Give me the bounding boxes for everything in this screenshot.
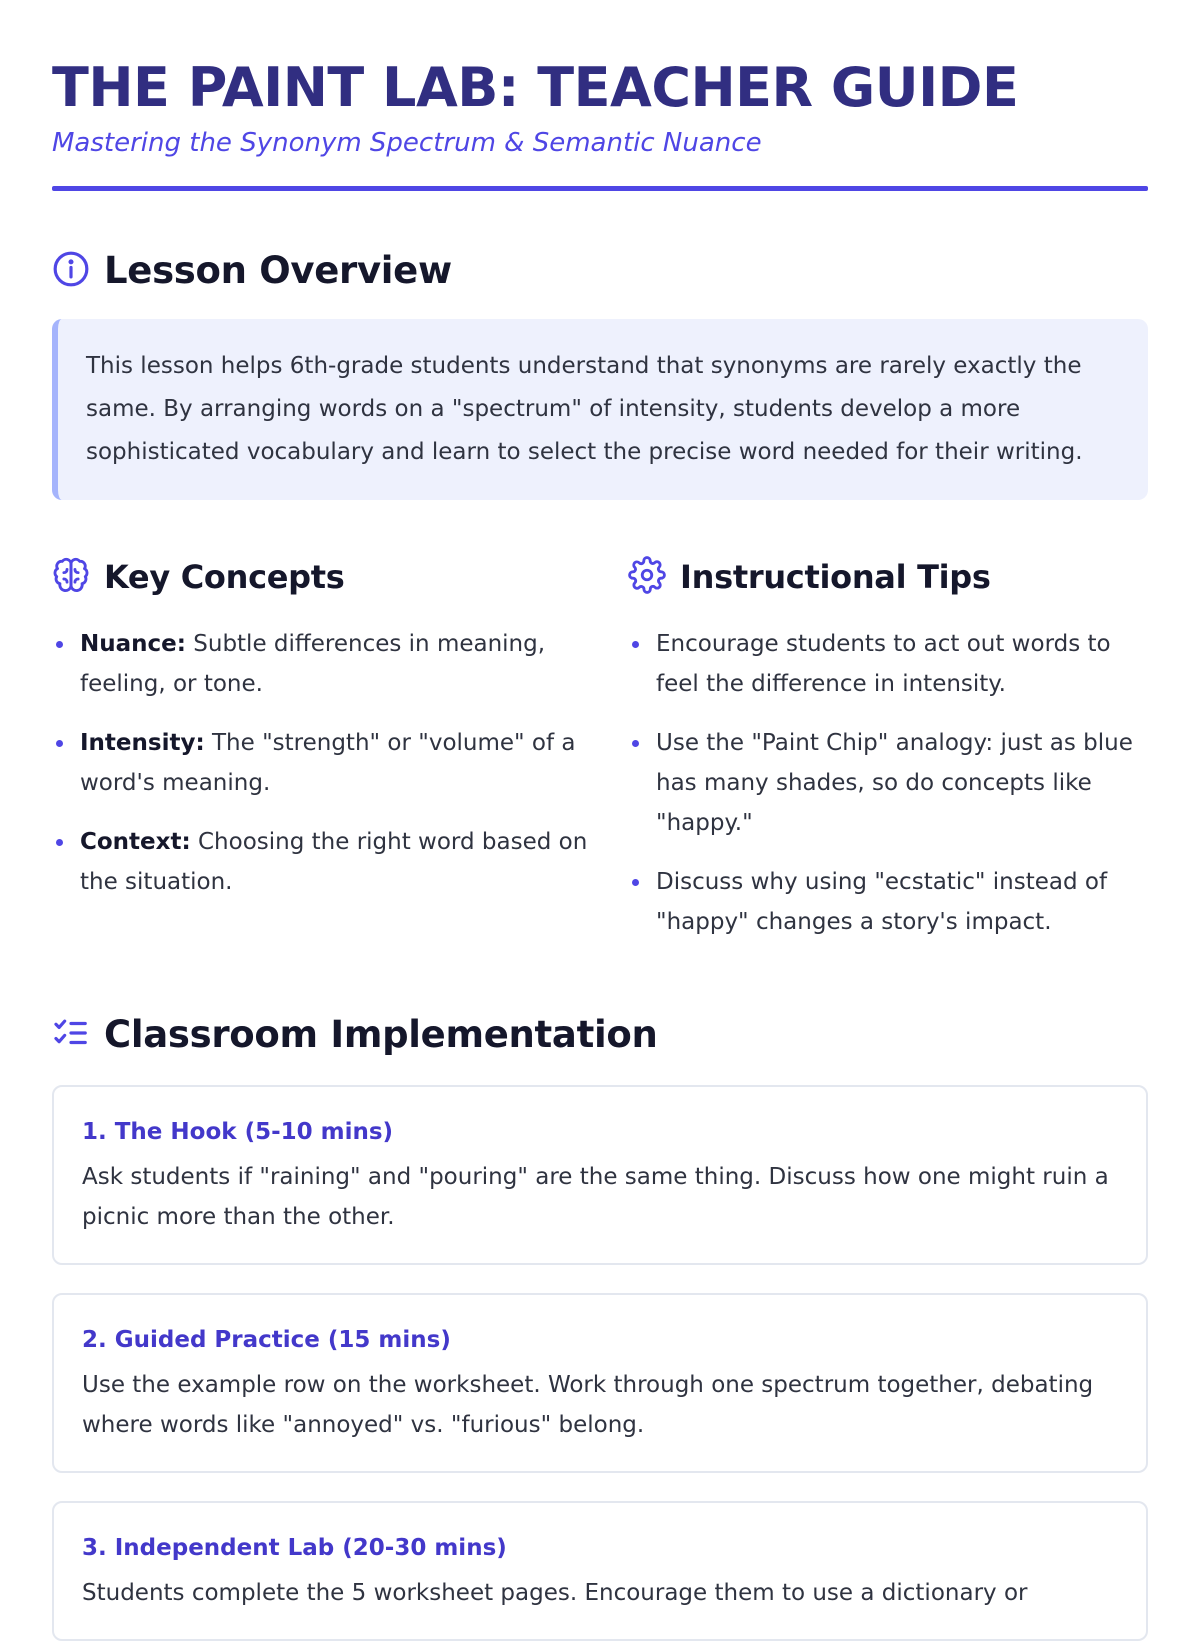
step-description: Use the example row on the worksheet. Work through one spectrum together, debating where words like "annoyed" vs. "furious" belong. bbox=[82, 1372, 1094, 1438]
gear-icon bbox=[628, 556, 666, 598]
concept-term: Nuance: bbox=[80, 631, 186, 657]
classroom-implementation-heading: Classroom Implementation bbox=[104, 1013, 658, 1056]
classroom-implementation-heading-row bbox=[52, 1013, 1148, 1057]
key-concepts-heading-row bbox=[52, 556, 612, 598]
lesson-overview-callout: This lesson helps 6th-grade students understand that synonyms are rarely exactly the same. By arranging words on a "spectrum" of intensity, students develop a more sophisticated vocabulary and learn to select the precise word needed for their writing. bbox=[52, 319, 1148, 500]
instructional-tips-section bbox=[628, 556, 1148, 961]
page-subtitle: Mastering the Synonym Spectrum & Semantic Nuance bbox=[52, 128, 762, 158]
list-item bbox=[52, 624, 612, 704]
checklist-icon bbox=[52, 1014, 90, 1056]
concept-term: Intensity: bbox=[80, 730, 205, 756]
brain-icon bbox=[52, 556, 90, 598]
lesson-overview-section bbox=[52, 249, 1148, 500]
concepts-tips-columns bbox=[52, 556, 1148, 961]
page-title: THE PAINT LAB: TEACHER GUIDE bbox=[52, 56, 1019, 119]
list-item bbox=[52, 723, 612, 803]
step-title: 2. Guided Practice (15 mins) bbox=[82, 1327, 451, 1353]
step-title: 3. Independent Lab (20-30 mins) bbox=[82, 1535, 507, 1561]
implementation-step-card bbox=[52, 1293, 1148, 1473]
guide-header bbox=[52, 0, 1148, 191]
instructional-tips-heading-row bbox=[628, 556, 1148, 598]
lesson-overview-heading-row bbox=[52, 249, 1148, 293]
concept-text: Choosing the right word based on the situation. bbox=[80, 829, 588, 895]
key-concepts-section bbox=[52, 556, 612, 961]
concept-text: Subtle differences in meaning, feeling, or tone. bbox=[80, 631, 546, 697]
step-title: 1. The Hook (5-10 mins) bbox=[82, 1119, 394, 1145]
concept-text: The "strength" or "volume" of a word's meaning. bbox=[80, 730, 576, 796]
step-description: Ask students if "raining" and "pouring" are the same thing. Discuss how one might ruin a picnic more than the other. bbox=[82, 1164, 1109, 1230]
list-item: Discuss why using "ecstatic" instead of "happy" changes a story's impact. bbox=[628, 862, 1148, 942]
step-description: Students complete the 5 worksheet pages. Encourage them to use a dictionary or bbox=[82, 1580, 1028, 1606]
info-icon bbox=[52, 250, 90, 292]
implementation-step-card bbox=[52, 1501, 1148, 1641]
list-item: Encourage students to act out words to feel the difference in intensity. bbox=[628, 624, 1148, 704]
instructional-tips-heading: Instructional Tips bbox=[680, 558, 991, 596]
list-item bbox=[52, 822, 612, 902]
implementation-step-card bbox=[52, 1085, 1148, 1265]
list-item: Use the "Paint Chip" analogy: just as blue has many shades, so do concepts like "happy." bbox=[628, 723, 1148, 843]
implementation-steps bbox=[52, 1085, 1148, 1641]
header-divider bbox=[52, 186, 1148, 191]
concept-term: Context: bbox=[80, 829, 191, 855]
key-concepts-heading: Key Concepts bbox=[104, 558, 345, 596]
instructional-tips-list bbox=[628, 624, 1148, 942]
classroom-implementation-section bbox=[52, 1013, 1148, 1641]
key-concepts-list bbox=[52, 624, 612, 902]
lesson-overview-heading: Lesson Overview bbox=[104, 249, 452, 292]
